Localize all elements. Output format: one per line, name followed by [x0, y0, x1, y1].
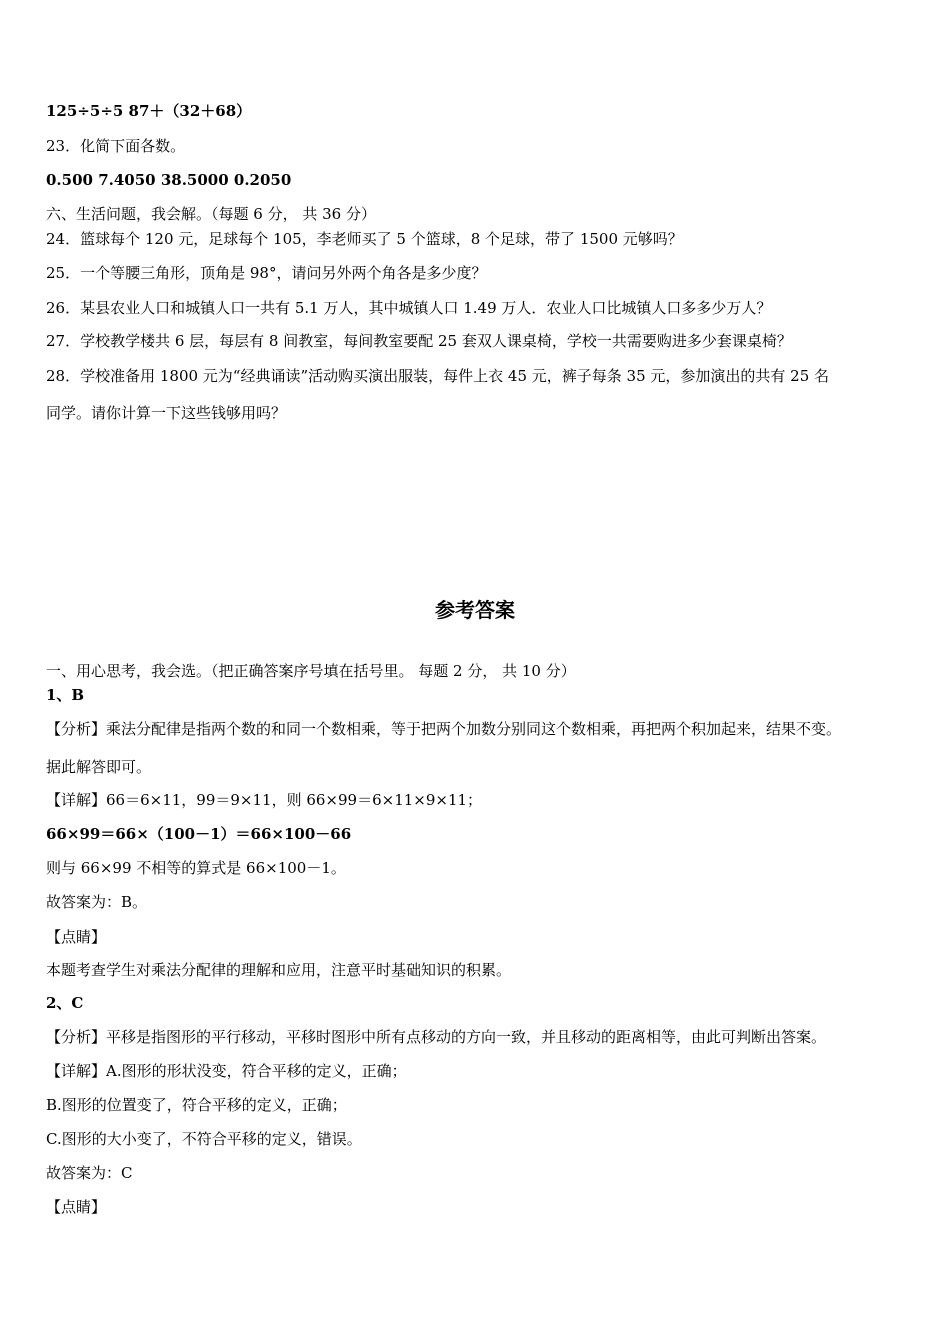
- answer-2-comment-label: 【点睛】: [46, 1198, 107, 1216]
- expression-line: 125÷5÷5 87＋（32＋68）: [46, 102, 252, 120]
- answers-section-1-heading: 一、用心思考，我会选。（把正确答案序号填在括号里。 每题 2 分， 共 10 分）: [46, 662, 576, 680]
- question-23-title: 23．化简下面各数。: [46, 137, 186, 155]
- answer-2-detail-b: B.图形的位置变了，符合平移的定义，正确；: [46, 1096, 347, 1114]
- answer-1-detail: 【详解】66＝6×11，99＝9×11，则 66×99＝6×11×9×11；: [46, 791, 483, 809]
- question-25: 25．一个等腰三角形，顶角是 98°，请问另外两个角各是多少度？: [46, 264, 487, 282]
- answer-1-label: 1、B: [46, 686, 85, 704]
- question-28-line-1: 28．学校准备用 1800 元为“经典诵读”活动购买演出服装，每件上衣 45 元，裤子每条 35 元，参加演出的共有 25 名: [46, 367, 830, 385]
- question-26: 26．某县农业人口和城镇人口一共有 5.1 万人，其中城镇人口 1.49 万人．农业人口比城镇人口多多少万人？: [46, 299, 772, 317]
- answer-2-label: 2、C: [46, 994, 84, 1012]
- answer-1-final: 故答案为：B。: [46, 893, 148, 911]
- answers-title: 参考答案: [435, 598, 515, 622]
- answer-2-final: 故答案为：C: [46, 1164, 133, 1182]
- answer-1-conclusion: 则与 66×99 不相等的算式是 66×100－1。: [46, 859, 346, 877]
- question-23-numbers: 0.500 7.4050 38.5000 0.2050: [46, 171, 292, 189]
- answer-1-equation: 66×99＝66×（100－1）＝66×100－66: [46, 825, 352, 843]
- answer-2-analysis: 【分析】平移是指图形的平行移动，平移时图形中所有点移动的方向一致，并且移动的距离相等，由此可判断出答案。: [46, 1028, 827, 1046]
- answer-1-comment-label: 【点睛】: [46, 928, 107, 946]
- answer-2-detail-c: C.图形的大小变了，不符合平移的定义，错误。: [46, 1130, 362, 1148]
- question-27: 27．学校教学楼共 6 层，每层有 8 间教室，每间教室要配 25 套双人课桌椅，学校一共需要购进多少套课桌椅？: [46, 332, 792, 350]
- answer-1-comment: 本题考查学生对乘法分配律的理解和应用，注意平时基础知识的积累。: [46, 961, 512, 979]
- section-6-heading: 六、生活问题，我会解。（每题 6 分， 共 36 分）: [46, 205, 376, 223]
- answer-2-detail-a: 【详解】A.图形的形状没变，符合平移的定义，正确；: [46, 1062, 407, 1080]
- question-24: 24．篮球每个 120 元，足球每个 105，李老师买了 5 个篮球，8 个足球，带了 1500 元够吗？: [46, 230, 683, 248]
- answer-1-analysis: 【分析】乘法分配律是指两个数的和同一个数相乘，等于把两个加数分别同这个数相乘，再把两个积加起来，结果不变。: [46, 720, 842, 738]
- answer-1-analysis-2: 据此解答即可。: [46, 758, 152, 776]
- question-28-line-2: 同学。请你计算一下这些钱够用吗？: [46, 404, 287, 422]
